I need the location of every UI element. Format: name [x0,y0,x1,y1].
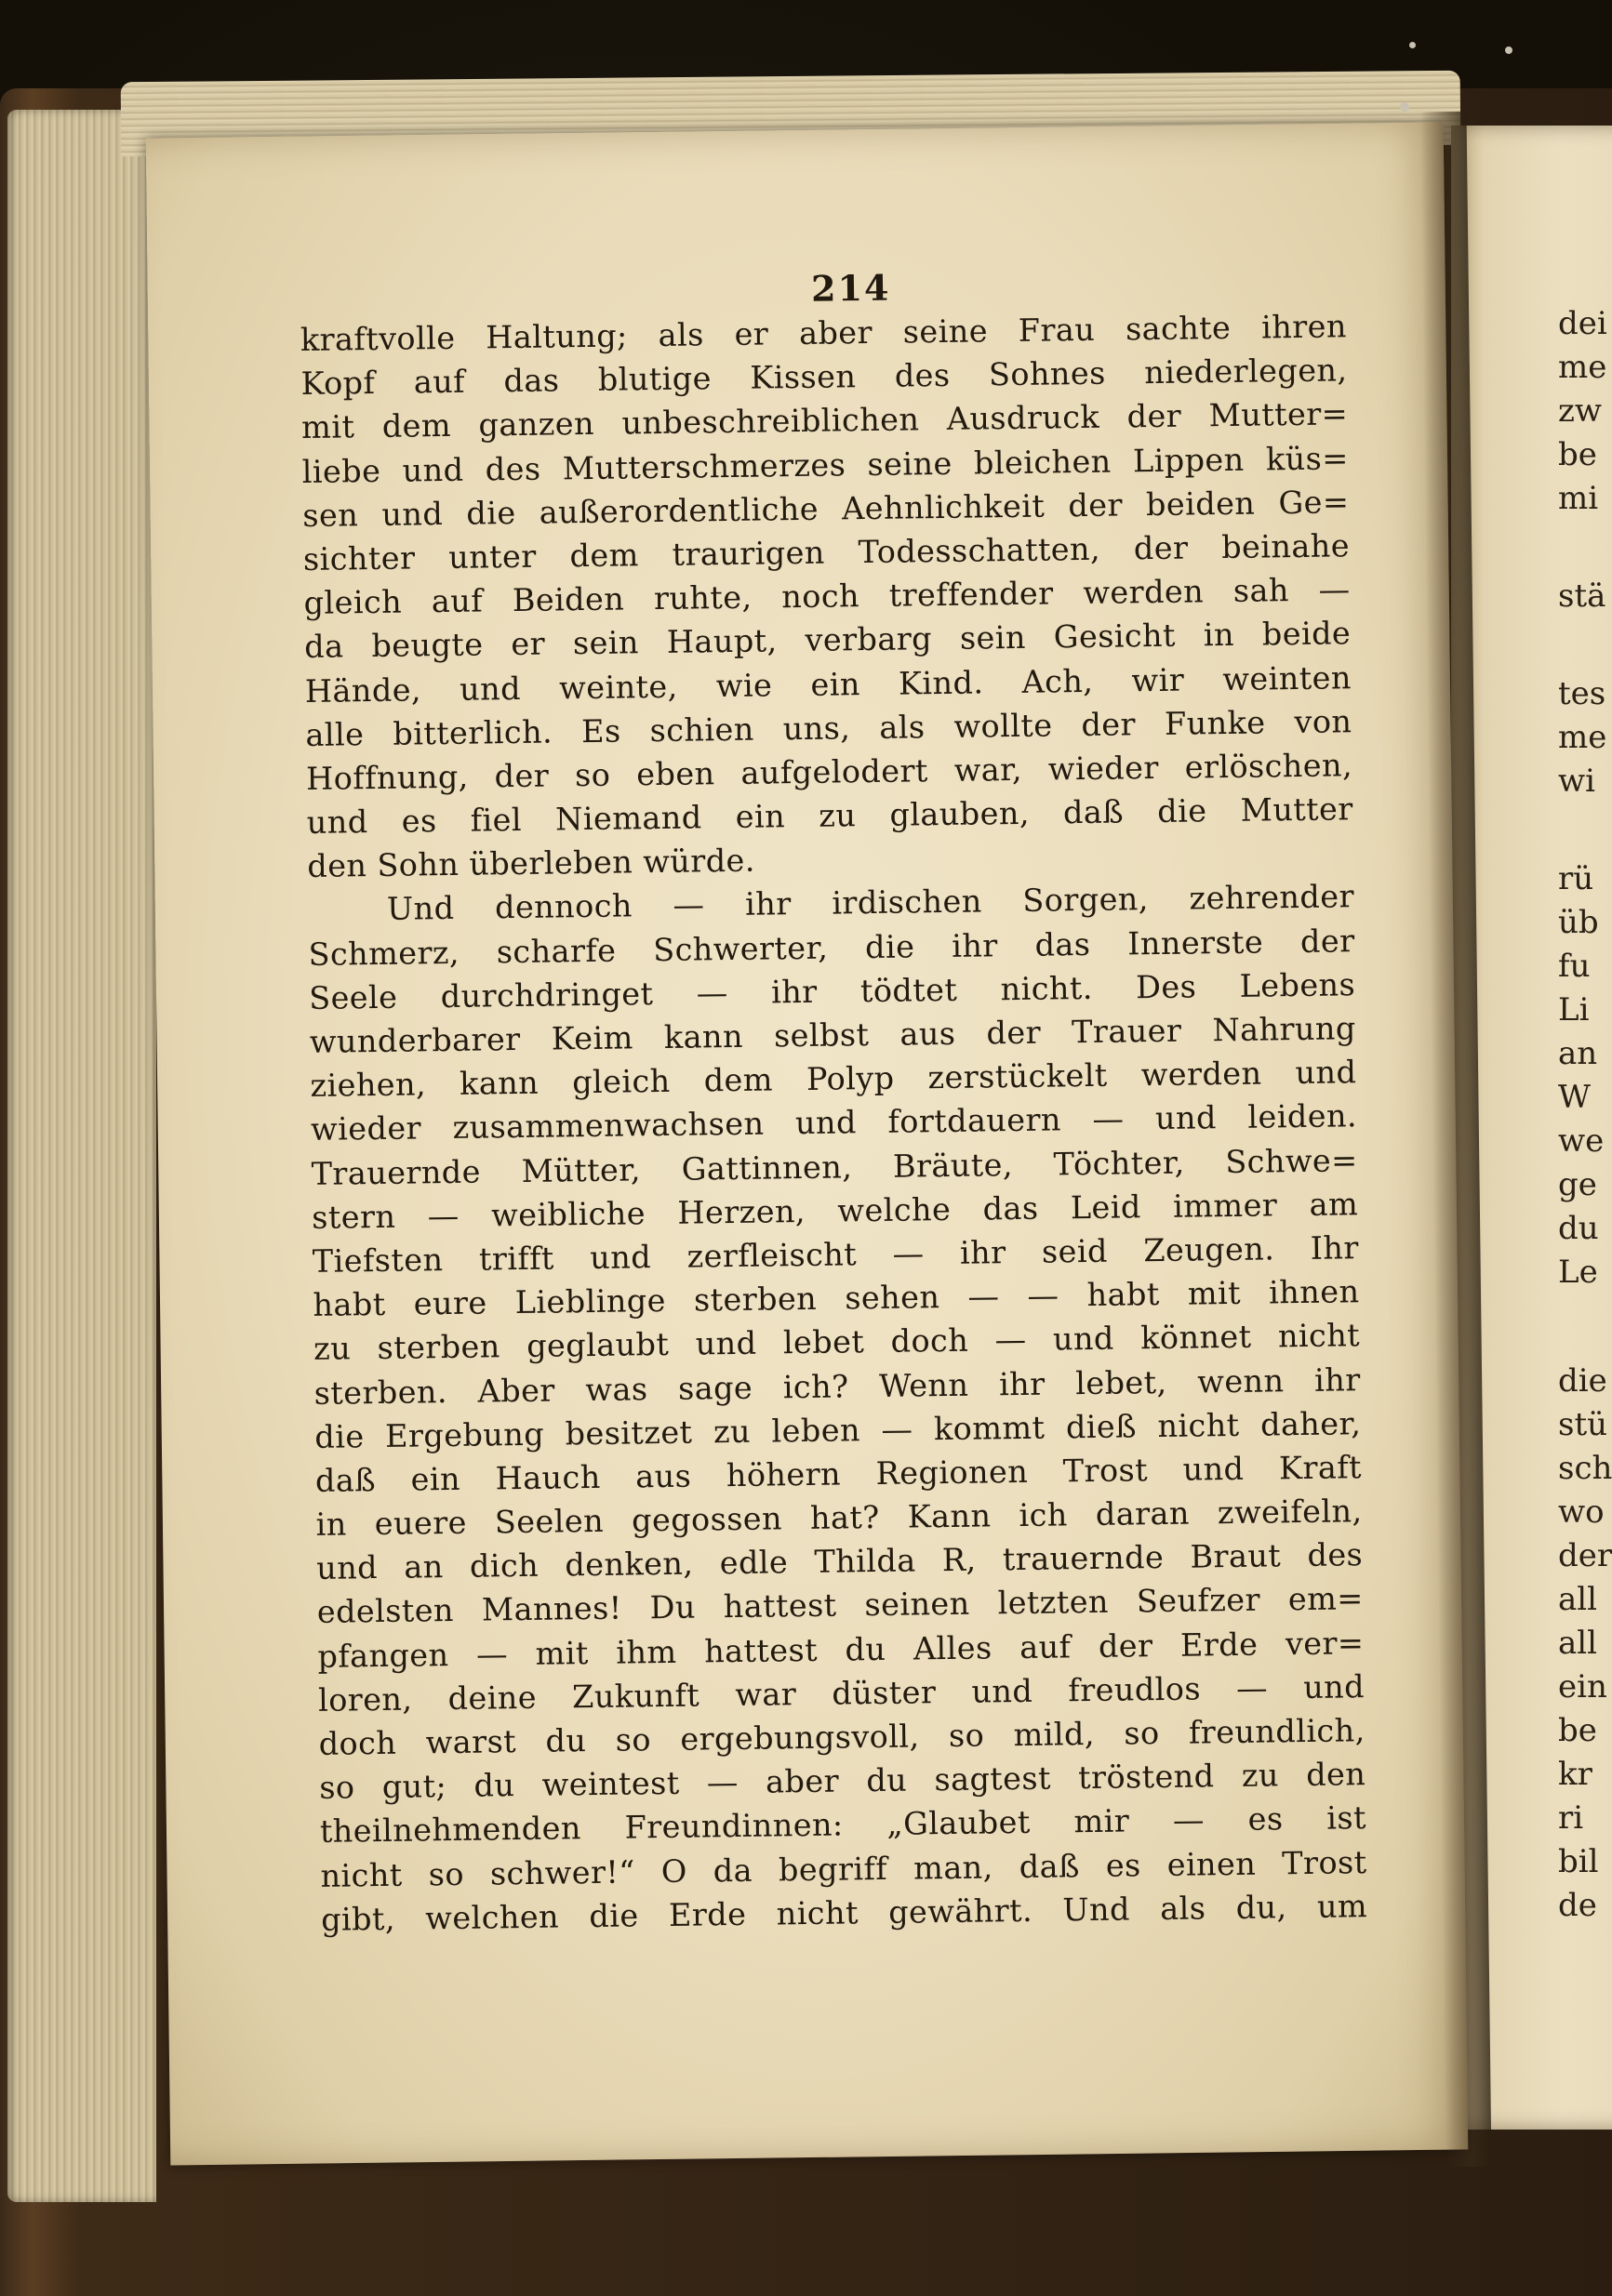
right-page-fragment: Le [1558,1254,1598,1291]
right-page-fragment: W [1558,1079,1591,1116]
text-line: liebe und des Mutterschmerzes seine bleichen Lippen küs= [301,439,1349,490]
text-line: habt eure Lieblinge sterben sehen — — habt mit ihnen [313,1273,1360,1324]
right-page-fragment: we [1558,1122,1605,1160]
text-line: stern — weibliche Herzen, welche das Leid immer am [312,1185,1359,1236]
text-line: gleich auf Beiden ruhte, noch treffender werden sah — [303,571,1351,622]
right-page-text-fragments [1558,302,1612,1928]
text-line: sen und die außerordentliche Aehnlichkeit der beiden Ge= [302,484,1350,534]
text-line: zu sterben geglaubt und lebet doch — und könnet nicht [313,1317,1361,1368]
text-line: und es fiel Niemand ein zu glauben, daß die Mutter [306,790,1353,842]
text-line: Und dennoch — ihr irdischen Sorgen, zehrender [386,878,1355,928]
text-line: die Ergebung besitzet zu leben — kommt dieß nicht daher, [314,1404,1362,1455]
text-line: wunderbarer Keim kann selbst aus der Trauer Nahrung [309,1010,1356,1060]
right-page-fragment: fu [1558,948,1591,985]
right-page-fragment: kr [1558,1756,1592,1793]
right-page-fragment: ri [1558,1799,1584,1837]
right-page-fragment: bil [1558,1843,1599,1880]
text-line: edelsten Mannes! Du hattest seinen letzten Seufzer em= [316,1580,1364,1631]
right-page-fragment: de [1558,1887,1597,1924]
right-page-fragment: tes [1558,675,1606,712]
text-line: Hände, und weinte, wie ein Kind. Ach, wir weinten [304,658,1352,710]
right-page-fragment: stä [1558,577,1606,615]
right-page-fragment: all [1558,1581,1598,1618]
fragment-spacer [1558,803,1612,857]
text-line: sichter unter dem traurigen Todesschatten, der beinahe [302,527,1351,577]
fragment-spacer [1558,1294,1612,1360]
text-line: in euere Seelen gegossen hat? Kann ich daran zweifeln, [315,1493,1363,1543]
right-page-fragment: du [1558,1210,1599,1247]
text-line: sterben. Aber was sage ich? Wenn ihr lebet, wenn ihr [313,1360,1361,1412]
right-page-fragment: all [1558,1625,1598,1662]
text-line: nicht so schwer!“ O da begriff man, daß es einen Trost [320,1843,1367,1894]
right-page-fragment: dei [1558,305,1607,342]
text-line: loren, deine Zukunft war düster und freudlos — und [317,1667,1366,1719]
text-line: Tiefsten trifft und zerfleischt — ihr seid Zeugen. Ihr [312,1229,1360,1280]
right-page-fragment: me [1558,719,1607,756]
dust-speck [1400,102,1409,112]
text-line: Hoffnung, der so eben aufgelodert war, wieder erlöschen, [305,747,1353,797]
right-page-fragment: ein [1558,1668,1607,1705]
text-line: pfangen — mit ihm hattest du Alles auf der Erde ver= [317,1624,1365,1675]
right-page-fragment: sch [1558,1450,1612,1487]
text-line: theilnehmenden Freundinnen: „Glaubet mir — es ist [319,1799,1367,1851]
page-edge-stack [7,110,156,2202]
fragment-spacer [1558,618,1612,672]
right-page-fragment: mi [1558,480,1599,517]
right-page-fragment: üb [1558,904,1599,941]
right-page-fragment: Li [1558,991,1590,1029]
right-page-fragment: me [1558,349,1607,386]
right-page-fragment: ge [1558,1166,1597,1203]
fragment-spacer [1558,521,1612,575]
text-line: den Sohn überleben würde. [307,842,756,885]
text-line: alle bitterlich. Es schien uns, als wollte der Funke von [305,702,1352,753]
text-line: gibt, welchen die Erde nicht gewährt. Und als du, um [320,1887,1368,1938]
text-line: Kopf auf das blutige Kissen des Sohnes niederlegen, [300,352,1348,403]
right-page-fragment: die [1558,1362,1607,1400]
text-line: ziehen, kann gleich dem Polyp zerstückelt werden und [310,1054,1357,1105]
page-number: 214 [810,266,891,310]
right-page-fragment: wi [1558,763,1595,800]
right-page-fragment: der [1558,1537,1612,1574]
right-page-fragment: zw [1558,392,1603,430]
right-page-fragment: be [1558,436,1597,473]
text-line: kraftvolle Haltung; als er aber seine Frau sachte ihren [300,308,1348,358]
right-page-fragment: stü [1558,1406,1608,1443]
right-page-fragment: be [1558,1712,1597,1749]
right-page-fragment: rü [1558,860,1594,897]
dust-speck [1409,42,1416,48]
right-page-fragment: an [1558,1035,1598,1072]
text-line: daß ein Hauch aus höhern Regionen Trost und Kraft [314,1449,1363,1499]
body-text [300,304,1368,1942]
text-line: Schmerz, scharfe Schwerter, die ihr das Innerste der [308,922,1355,973]
text-line: doch warst du so ergebungsvoll, so mild, so freundlich, [318,1712,1366,1762]
text-line: da beugte er sein Haupt, verbarg sein Gesicht in beide [303,615,1352,666]
text-line: mit dem ganzen unbeschreiblichen Ausdruck der Mutter= [300,395,1349,446]
text-line: Seele durchdringet — ihr tödtet nicht. Des Lebens [308,966,1356,1016]
text-line: Trauernde Mütter, Gattinnen, Bräute, Töchter, Schwe= [311,1141,1358,1192]
dust-speck [1505,46,1512,54]
right-page-fragment: wo [1558,1493,1605,1531]
left-page-content [300,260,1367,1942]
text-line: wieder zusammenwachsen und fortdauern — und leiden. [310,1097,1358,1148]
text-line: so gut; du weintest — aber du sagtest tröstend zu den [319,1756,1366,1807]
text-line: und an dich denken, edle Thilda R, trauernde Braut des [315,1536,1364,1587]
